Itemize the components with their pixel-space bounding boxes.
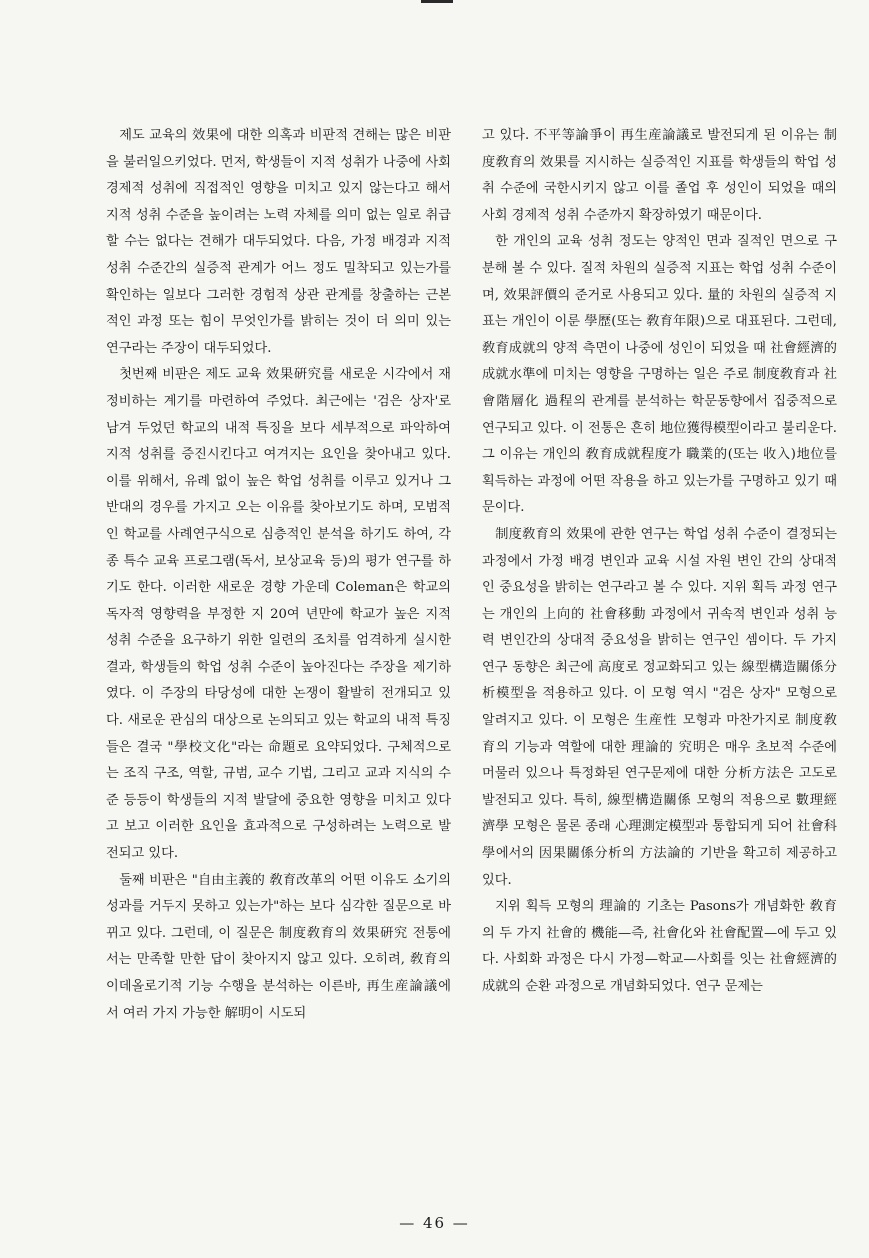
right-paragraph-4: 지위 획득 모형의 理論的 기초는 Pasons가 개념화한 敎育의 두 가지 社會的 機能—즉, 社會化와 社會配置—에 두고 있다. 사회화 과정은 다시 가정—학교—사회를 잇는 社會經濟的 成就의 순환 과정으로 개념화되었다. 연구 문제는 bbox=[482, 899, 837, 994]
right-paragraph-3: 制度敎育의 效果에 관한 연구는 학업 성취 수준이 결정되는 과정에서 가정 배경 변인과 교육 시설 자원 변인 간의 상대적인 중요성을 밝히는 연구라고 볼 수 있다. 지위 획득 과정 연구는 개인의 上向的 社會移動 과정에서 귀속적 변인과 성취 능력 변인간의 상대적 중요성을 밝히는 연구인 셈이다. 두 가지 연구 동향은 최근에 高度로 정교화되고 있는 線型構造關係分析模型을 적용하고 있다. 이 모형 역시 "검은 상자" 모형으로 알려지고 있다. 이 모형은 生産性 모형과 마찬가지로 制度敎育의 기능과 역할에 대한 理論的 究明은 매우 초보적 수준에 머물러 있으나 특정화된 연구문제에 대한 分析方法은 고도로 발전되고 있다. 특히, 線型構造關係 모형의 적용으로 數理經濟學 모형은 물론 종래 心理測定模型과 통합되게 되어 社會科學에서의 因果關係分析의 方法論的 기반을 확고히 제공하고 있다. bbox=[482, 526, 837, 888]
top-rule-mark bbox=[421, 0, 453, 3]
right-column bbox=[482, 123, 837, 1001]
left-paragraph-3: 둘째 비판은 "自由主義的 敎育改革의 어떤 이유도 소기의 성과를 거두지 못하고 있는가"하는 보다 심각한 질문으로 바뀌고 있다. 그런데, 이 질문은 制度敎育의 效果硏究 전통에서는 만족할 만한 답이 찾아지지 않고 있다. 오히려, 敎育의 이데올로기적 기능 수행을 분석하는 이른바, 再生産論議에서 여러 가지 가능한 解明이 시도되 bbox=[106, 872, 451, 1021]
left-paragraph-2: 첫번째 비판은 제도 교육 效果硏究를 새로운 시각에서 재정비하는 계기를 마련하여 주었다. 최근에는 '검은 상자'로 남겨 두었던 학교의 내적 특징을 보다 세부적으로 파악하여 지적 성취를 증진시킨다고 여겨지는 요인을 찾아내고 있다. 이를 위해서, 유례 없이 높은 학업 성취를 이루고 있거나 그 반대의 경우를 가지고 오는 이유를 찾아보기도 하며, 모범적인 학교를 사례연구식으로 심층적인 분석을 하기도 하여, 각종 특수 교육 프로그램(독서, 보상교육 등)의 평가 연구를 하기도 한다. 이러한 새로운 경향 가운데 Coleman은 학교의 독자적 영향력을 부정한 지 20여 년만에 학교가 높은 지적 성취 수준을 요구하기 위한 일련의 조치를 엄격하게 실시한 결과, 학생들의 학업 성취 수준이 높아진다는 주장을 제기하였다. 이 주장의 타당성에 대한 논쟁이 활발히 전개되고 있다. 새로운 관심의 대상으로 논의되고 있는 학교의 내적 특징들은 결국 "學校文化"라는 命題로 요약되었다. 구체적으로는 조직 구조, 역할, 규범, 교수 기법, 그리고 교과 지식의 수준 등등이 학생들의 지적 발달에 중요한 영향을 미치고 있다고 보고 이러한 요인을 효과적으로 구성하려는 노력으로 발전되고 있다. bbox=[106, 367, 451, 862]
left-paragraph-1: 제도 교육의 效果에 대한 의혹과 비판적 견해는 많은 비판을 불러일으키었다. 먼저, 학생들이 지적 성취가 나중에 사회 경제적 성취에 직접적인 영향을 미치고 있지 않는다고 해서 지적 성취 수준을 높이려는 노력 자체를 의미 없는 일로 취급할 수는 없다는 견해가 대두되었다. 다음, 가정 배경과 지적 성취 수준간의 실증적 관계가 어느 정도 밀착되고 있는가를 확인하는 일보다 그러한 경험적 상관 관계를 창출하는 근본적인 과정 또는 힘이 무엇인가를 밝히는 것이 더 의미 있는 연구라는 주장이 대두되었다. bbox=[106, 128, 451, 356]
right-paragraph-1: 고 있다. 不平等論爭이 再生産論議로 발전되게 된 이유는 制度敎育의 效果를 지시하는 실증적인 지표를 학생들의 학업 성취 수준에 국한시키지 않고 이를 졸업 후 성인이 되었을 때의 사회 경제적 성취 수준까지 확장하였기 때문이다. bbox=[482, 128, 837, 223]
left-column bbox=[106, 123, 451, 1027]
page-number: — 46 — bbox=[399, 1214, 470, 1232]
right-paragraph-2: 한 개인의 교육 성취 정도는 양적인 면과 질적인 면으로 구분해 볼 수 있다. 질적 차원의 실증적 지표는 학업 성취 수준이며, 效果評價의 준거로 사용되고 있다. 量的 차원의 실증적 지표는 개인이 이룬 學歷(또는 敎育年限)으로 대표된다. 그런데, 敎育成就의 양적 측면이 나중에 성인이 되었을 때 社會經濟的 成就水準에 미치는 영향을 구명하는 일은 주로 制度敎育과 社會階層化 過程의 관계를 분석하는 학문동향에서 집중적으로 연구되고 있다. 이 전통은 흔히 地位獲得模型이라고 불리운다. 그 이유는 개인의 敎育成就程度가 職業的(또는 收入)地位를 획득하는 과정에 어떤 작용을 하고 있는가를 구명하고 있기 때문이다. bbox=[482, 234, 837, 516]
